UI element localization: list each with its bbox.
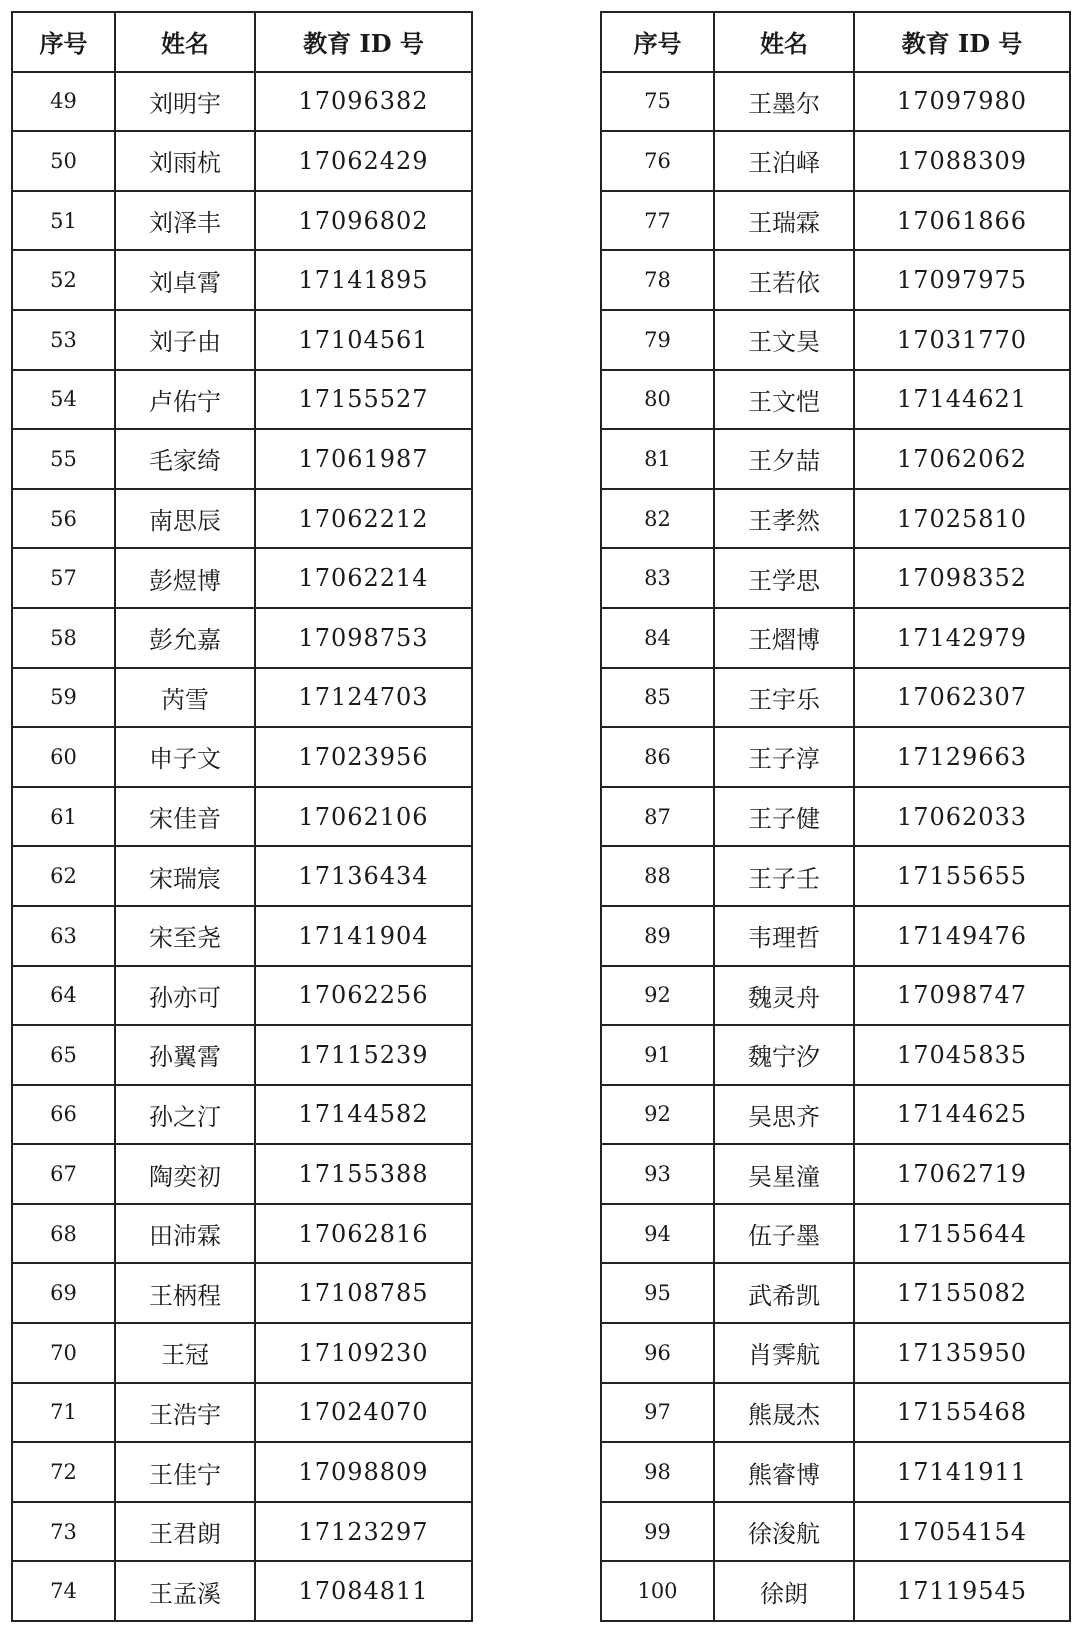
student-name-cell: 王冠 [115,1323,255,1383]
serial-number-cell: 55 [12,429,115,489]
table-row [12,370,472,430]
education-id-cell: 17096802 [255,191,472,251]
student-name-cell: 田沛霖 [115,1204,255,1264]
student-name-cell: 王墨尔 [714,72,854,132]
table-row [601,429,1070,489]
education-id-cell: 17024070 [255,1383,472,1443]
serial-number-cell: 79 [601,310,714,370]
student-name-cell: 芮雪 [115,668,255,728]
education-id-cell: 17135950 [854,1323,1070,1383]
student-name-cell: 孙翼霄 [115,1025,255,1085]
serial-number-cell: 74 [12,1561,115,1621]
table-row [601,1323,1070,1383]
header-row [601,12,1070,72]
serial-number-cell: 52 [12,250,115,310]
student-name-cell: 王柄程 [115,1263,255,1323]
serial-number-cell: 81 [601,429,714,489]
serial-number-cell: 51 [12,191,115,251]
education-id-cell: 17142979 [854,608,1070,668]
education-id-cell: 17155527 [255,370,472,430]
education-id-cell: 17084811 [255,1561,472,1621]
serial-number-cell: 84 [601,608,714,668]
table-row [12,846,472,906]
education-id-cell: 17136434 [255,846,472,906]
education-id-cell: 17062214 [255,548,472,608]
table-row [601,1561,1070,1621]
student-name-cell: 王熠博 [714,608,854,668]
student-name-cell: 王瑞霖 [714,191,854,251]
student-name-cell: 孙之汀 [115,1085,255,1145]
student-name-cell: 彭煜博 [115,548,255,608]
education-id-cell: 17098352 [854,548,1070,608]
table-row [601,250,1070,310]
education-id-cell: 17141911 [854,1442,1070,1502]
serial-number-cell: 58 [12,608,115,668]
serial-number-cell: 54 [12,370,115,430]
serial-number-cell: 89 [601,906,714,966]
serial-number-cell: 87 [601,787,714,847]
table-row [601,1442,1070,1502]
header-education-id: 教育 ID 号 [854,12,1070,72]
education-id-cell: 17115239 [255,1025,472,1085]
student-name-cell: 宋佳音 [115,787,255,847]
table-row [601,1204,1070,1264]
student-name-cell: 魏宁汐 [714,1025,854,1085]
serial-number-cell: 97 [601,1383,714,1443]
education-id-cell: 17062816 [255,1204,472,1264]
education-id-cell: 17098753 [255,608,472,668]
serial-number-cell: 62 [12,846,115,906]
table-row [601,846,1070,906]
serial-number-cell: 83 [601,548,714,608]
education-id-cell: 17098809 [255,1442,472,1502]
table-row [12,727,472,787]
education-id-cell: 17144621 [854,370,1070,430]
education-id-cell: 17062429 [255,131,472,191]
table-row [601,966,1070,1026]
education-id-cell: 17061866 [854,191,1070,251]
education-id-cell: 17062307 [854,668,1070,728]
serial-number-cell: 78 [601,250,714,310]
student-name-cell: 孙亦可 [115,966,255,1026]
education-id-cell: 17155082 [854,1263,1070,1323]
student-name-cell: 毛家绮 [115,429,255,489]
student-name-cell: 韦理哲 [714,906,854,966]
student-name-cell: 陶奕初 [115,1144,255,1204]
education-id-cell: 17062719 [854,1144,1070,1204]
education-id-cell: 17104561 [255,310,472,370]
serial-number-cell: 93 [601,1144,714,1204]
table-row [601,1263,1070,1323]
table-row [12,1204,472,1264]
student-name-cell: 王夕喆 [714,429,854,489]
table-row [601,131,1070,191]
education-id-cell: 17061987 [255,429,472,489]
table-row [601,1144,1070,1204]
student-name-cell: 刘卓霄 [115,250,255,310]
education-id-cell: 17155644 [854,1204,1070,1264]
table-row [601,608,1070,668]
serial-number-cell: 80 [601,370,714,430]
serial-number-cell: 64 [12,966,115,1026]
student-name-cell: 伍子墨 [714,1204,854,1264]
serial-number-cell: 69 [12,1263,115,1323]
table-row [12,1085,472,1145]
serial-number-cell: 71 [12,1383,115,1443]
student-name-cell: 王文昊 [714,310,854,370]
education-id-cell: 17097980 [854,72,1070,132]
serial-number-cell: 60 [12,727,115,787]
table-row [12,1323,472,1383]
education-id-cell: 17098747 [854,966,1070,1026]
student-name-cell: 熊睿博 [714,1442,854,1502]
roster-table-left [11,11,473,1622]
table-row [12,548,472,608]
student-name-cell: 刘明宇 [115,72,255,132]
table-row [12,1144,472,1204]
serial-number-cell: 77 [601,191,714,251]
table-row [12,906,472,966]
education-id-cell: 17045835 [854,1025,1070,1085]
student-name-cell: 魏灵舟 [714,966,854,1026]
student-name-cell: 宋至尧 [115,906,255,966]
serial-number-cell: 66 [12,1085,115,1145]
serial-number-cell: 82 [601,489,714,549]
table-row [12,191,472,251]
student-name-cell: 王孟溪 [115,1561,255,1621]
table-row [601,1085,1070,1145]
table-row [12,429,472,489]
table-row [12,1025,472,1085]
table-row [12,72,472,132]
serial-number-cell: 96 [601,1323,714,1383]
table-row [601,548,1070,608]
student-name-cell: 王学思 [714,548,854,608]
serial-number-cell: 50 [12,131,115,191]
student-name-cell: 刘子由 [115,310,255,370]
student-name-cell: 南思辰 [115,489,255,549]
serial-number-cell: 59 [12,668,115,728]
serial-number-cell: 75 [601,72,714,132]
student-name-cell: 王孝然 [714,489,854,549]
header-name: 姓名 [115,12,255,72]
table-row [601,1383,1070,1443]
student-name-cell: 王文恺 [714,370,854,430]
education-id-cell: 17097975 [854,250,1070,310]
serial-number-cell: 68 [12,1204,115,1264]
serial-number-cell: 56 [12,489,115,549]
table-row [12,489,472,549]
education-id-cell: 17141895 [255,250,472,310]
education-id-cell: 17149476 [854,906,1070,966]
education-id-cell: 17062106 [255,787,472,847]
table-row [601,72,1070,132]
serial-number-cell: 86 [601,727,714,787]
header-serial-number: 序号 [601,12,714,72]
serial-number-cell: 63 [12,906,115,966]
student-name-cell: 申子文 [115,727,255,787]
table-row [12,608,472,668]
table-row [12,131,472,191]
student-name-cell: 王浩宇 [115,1383,255,1443]
header-row [12,12,472,72]
education-id-cell: 17062033 [854,787,1070,847]
table-row [12,1561,472,1621]
table-row [12,668,472,728]
student-name-cell: 刘泽丰 [115,191,255,251]
student-name-cell: 熊晟杰 [714,1383,854,1443]
table-row [601,489,1070,549]
student-name-cell: 吴星潼 [714,1144,854,1204]
education-id-cell: 17062212 [255,489,472,549]
student-name-cell: 宋瑞宸 [115,846,255,906]
table-row [601,191,1070,251]
education-id-cell: 17062062 [854,429,1070,489]
table-row [12,966,472,1026]
education-id-cell: 17031770 [854,310,1070,370]
serial-number-cell: 88 [601,846,714,906]
student-name-cell: 王子健 [714,787,854,847]
education-id-cell: 17088309 [854,131,1070,191]
education-id-cell: 17109230 [255,1323,472,1383]
education-id-cell: 17062256 [255,966,472,1026]
student-name-cell: 王子淳 [714,727,854,787]
education-id-cell: 17124703 [255,668,472,728]
education-id-cell: 17144625 [854,1085,1070,1145]
table-row [601,727,1070,787]
education-id-cell: 17144582 [255,1085,472,1145]
table-row [12,787,472,847]
header-serial-number: 序号 [12,12,115,72]
table-row [12,1383,472,1443]
student-name-cell: 肖霁航 [714,1323,854,1383]
student-name-cell: 徐浚航 [714,1502,854,1562]
serial-number-cell: 72 [12,1442,115,1502]
header-name: 姓名 [714,12,854,72]
serial-number-cell: 70 [12,1323,115,1383]
table-row [12,1502,472,1562]
serial-number-cell: 49 [12,72,115,132]
student-name-cell: 吴思齐 [714,1085,854,1145]
education-id-cell: 17155388 [255,1144,472,1204]
serial-number-cell: 92 [601,1085,714,1145]
serial-number-cell: 65 [12,1025,115,1085]
serial-number-cell: 85 [601,668,714,728]
student-name-cell: 彭允嘉 [115,608,255,668]
student-name-cell: 王宇乐 [714,668,854,728]
table-row [601,310,1070,370]
header-education-id: 教育 ID 号 [255,12,472,72]
serial-number-cell: 99 [601,1502,714,1562]
table-row [12,250,472,310]
table-row [12,310,472,370]
student-name-cell: 王佳宁 [115,1442,255,1502]
serial-number-cell: 95 [601,1263,714,1323]
table-row [601,668,1070,728]
education-id-cell: 17108785 [255,1263,472,1323]
education-id-cell: 17155655 [854,846,1070,906]
education-id-cell: 17054154 [854,1502,1070,1562]
education-id-cell: 17119545 [854,1561,1070,1621]
student-name-cell: 王泊峄 [714,131,854,191]
table-row [12,1263,472,1323]
serial-number-cell: 100 [601,1561,714,1621]
student-name-cell: 王君朗 [115,1502,255,1562]
education-id-cell: 17096382 [255,72,472,132]
student-name-cell: 武希凯 [714,1263,854,1323]
education-id-cell: 17123297 [255,1502,472,1562]
student-name-cell: 王若依 [714,250,854,310]
education-id-cell: 17023956 [255,727,472,787]
table-row [601,1502,1070,1562]
serial-number-cell: 98 [601,1442,714,1502]
education-id-cell: 17141904 [255,906,472,966]
table-row [601,370,1070,430]
table-row [601,787,1070,847]
table-row [601,906,1070,966]
serial-number-cell: 76 [601,131,714,191]
serial-number-cell: 67 [12,1144,115,1204]
education-id-cell: 17129663 [854,727,1070,787]
serial-number-cell: 92 [601,966,714,1026]
roster-table-right [600,11,1071,1622]
serial-number-cell: 94 [601,1204,714,1264]
serial-number-cell: 57 [12,548,115,608]
serial-number-cell: 61 [12,787,115,847]
table-row [601,1025,1070,1085]
student-name-cell: 王子壬 [714,846,854,906]
serial-number-cell: 73 [12,1502,115,1562]
student-name-cell: 徐朗 [714,1561,854,1621]
education-id-cell: 17155468 [854,1383,1070,1443]
table-row [12,1442,472,1502]
student-name-cell: 刘雨杭 [115,131,255,191]
serial-number-cell: 91 [601,1025,714,1085]
serial-number-cell: 53 [12,310,115,370]
student-name-cell: 卢佑宁 [115,370,255,430]
education-id-cell: 17025810 [854,489,1070,549]
